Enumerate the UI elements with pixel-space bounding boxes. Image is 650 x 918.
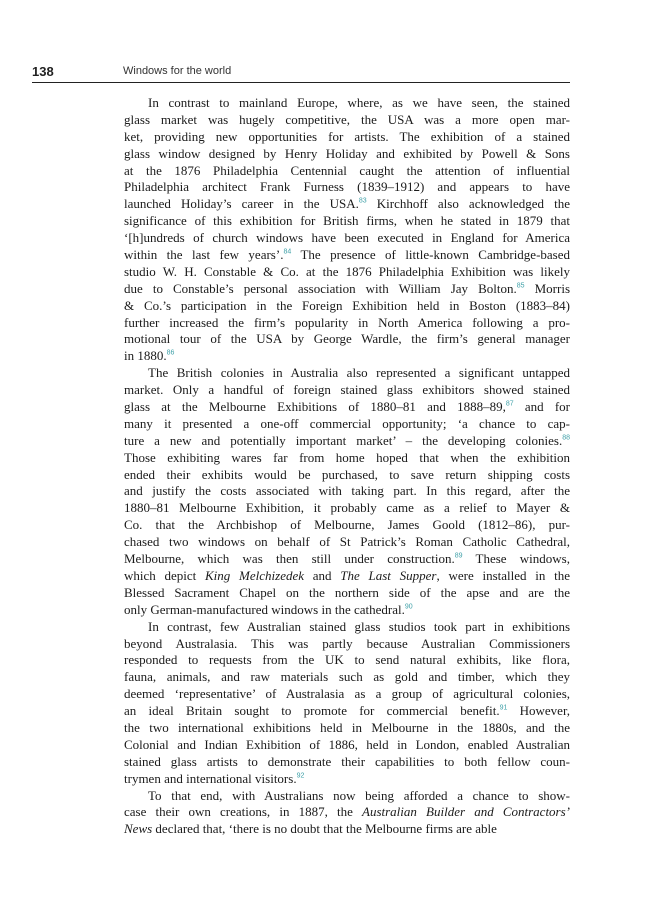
text-line <box>124 230 570 247</box>
italic-title: King Melchizedek <box>205 567 304 583</box>
text-line <box>124 146 570 163</box>
text-line <box>124 331 570 348</box>
text-line <box>124 264 570 281</box>
text-line <box>124 636 570 653</box>
text-run: Those exhibiting wares far from home hoped that when the exhibition <box>124 449 570 465</box>
footnote-marker[interactable]: 87 <box>505 400 514 408</box>
text-line <box>124 298 570 315</box>
text-run: Blessed Sacrament Chapel on the northern side of the apse and are the <box>124 584 570 600</box>
text-run: ture a new and potentially important market’ – the developing colonies. <box>124 432 563 448</box>
text-line <box>124 737 570 754</box>
footnote-marker[interactable]: 89 <box>454 552 463 560</box>
text-line <box>124 213 570 230</box>
text-run: many it presented a one-off commercial opportunity; ‘a chance to cap- <box>124 415 570 431</box>
text-run: Co. that the Archbishop of Melbourne, James Goold (1812–86), pur- <box>124 517 570 533</box>
text-run: Philadelphia architect Frank Furness (1839–1912) and appears to have <box>124 179 570 195</box>
text-line <box>124 382 570 399</box>
text-run: in 1880. <box>124 348 167 364</box>
text-line <box>124 365 570 382</box>
footnote-marker[interactable]: 83 <box>358 198 367 206</box>
text-run: declared that, ‘there is no doubt that the Melbourne firms are able <box>152 821 497 837</box>
footnote-marker[interactable]: 84 <box>283 248 292 256</box>
text-run: only German-manufactured windows in the cathedral. <box>124 601 405 617</box>
text-run: beyond Australasia. This was partly because Australian Commissioners <box>124 635 570 651</box>
text-line <box>124 534 570 551</box>
text-run: studio W. H. Constable & Co. at the 1876 Philadelphia Exhibition was likely <box>124 263 570 279</box>
text-run: ended their exhibits would be purchased, to save return shipping costs <box>124 466 570 482</box>
text-run: In contrast to mainland Europe, where, as we have seen, the stained <box>148 95 570 110</box>
text-run: However, <box>507 703 570 719</box>
text-line <box>124 652 570 669</box>
text-run: responded to requests from the UK to send natural exhibits, like flora, <box>124 652 570 668</box>
text-run: The presence of little-known Cambridge-based <box>291 247 571 263</box>
text-run: stained glass artists to demonstrate their capabilities to both fellow coun- <box>124 753 570 769</box>
text-run: glass market was hugely competitive, the USA was a more open mar- <box>124 111 570 127</box>
text-run: significance of this exhibition for British firms, when he stated in 1879 that <box>124 213 570 229</box>
paragraph <box>124 365 570 618</box>
italic-title: News <box>124 821 153 837</box>
text-line <box>124 517 570 534</box>
text-line <box>124 196 570 213</box>
text-run: & Co.’s participation in the Foreign Exhibition held in Boston (1883–84) <box>124 297 570 313</box>
text-run: market. Only a handful of foreign stained glass exhibitors showed stained <box>124 382 570 398</box>
text-run: an ideal Britain sought to promote for commercial benefit. <box>124 703 500 719</box>
text-run: In contrast, few Australian stained glass studios took part in exhibitions <box>148 618 570 634</box>
text-line <box>124 771 570 788</box>
text-line <box>124 315 570 332</box>
paragraph <box>124 95 570 365</box>
text-run: chased two windows on behalf of St Patrick’s Roman Catholic Cathedral, <box>124 534 570 550</box>
text-run: deemed ‘representative’ of Australasia as a group of agricultural colonies, <box>124 686 570 702</box>
footnote-marker[interactable]: 85 <box>516 282 525 290</box>
footnote-marker[interactable]: 90 <box>404 603 413 611</box>
text-run: launched Holiday’s career in the USA. <box>124 196 359 212</box>
text-line <box>124 433 570 450</box>
text-line <box>124 467 570 484</box>
text-line <box>124 720 570 737</box>
text-line <box>124 179 570 196</box>
text-run: fauna, animals, and raw materials such as gold and timber, which they <box>124 669 570 685</box>
italic-title: The Last Supper <box>340 567 437 583</box>
text-run: Colonial and Indian Exhibition of 1886, held in London, enabled Australian <box>124 736 570 752</box>
footnote-marker[interactable]: 91 <box>499 704 508 712</box>
body-text <box>124 95 570 838</box>
text-run: The British colonies in Australia also represented a significant untapped <box>148 365 570 381</box>
text-run: glass window designed by Henry Holiday and exhibited by Powell & Sons <box>124 145 570 161</box>
text-run: and for <box>513 399 570 415</box>
text-line <box>124 95 570 112</box>
text-line <box>124 483 570 500</box>
text-line <box>124 247 570 264</box>
paragraph <box>124 619 570 788</box>
text-run: the two international exhibitions held in Melbourne in the 1880s, and the <box>124 719 570 735</box>
text-run: trymen and international visitors. <box>124 770 297 786</box>
text-run: 1880–81 Melbourne Exhibition, it probably came as a relief to Mayer & <box>124 500 570 516</box>
text-line <box>124 163 570 180</box>
text-line <box>124 348 570 365</box>
text-run: To that end, with Australians now being afforded a chance to show- <box>148 787 570 803</box>
text-run: at the 1876 Philadelphia Centennial caught the attention of influential <box>124 162 570 178</box>
text-run: which depict <box>124 567 206 583</box>
text-line <box>124 821 570 838</box>
text-line <box>124 804 570 821</box>
text-run: ket, providing new opportunities for artists. The exhibition of a stained <box>124 128 570 144</box>
text-line <box>124 568 570 585</box>
italic-title: Australian Builder and Contractors’ <box>362 804 571 820</box>
text-line <box>124 551 570 568</box>
text-run: Morris <box>524 280 571 296</box>
page-number: 138 <box>32 64 54 79</box>
text-line <box>124 602 570 619</box>
text-run: and justify the costs associated with taking part. In this regard, after the <box>124 483 570 499</box>
text-line <box>124 619 570 636</box>
text-line <box>124 112 570 129</box>
text-run: case their own creations, in 1887, the <box>124 804 363 820</box>
text-line <box>124 669 570 686</box>
text-run: motional tour of the USA by George Wardle, the firm’s general manager <box>124 331 570 347</box>
text-line <box>124 703 570 720</box>
text-run: and <box>304 567 341 583</box>
text-run: ‘[h]undreds of church windows have been executed in England for America <box>124 230 570 246</box>
text-line <box>124 450 570 467</box>
text-line <box>124 129 570 146</box>
text-run: further increased the firm’s popularity in North America following a pro- <box>124 314 570 330</box>
text-line <box>124 585 570 602</box>
text-run: These windows, <box>462 551 570 567</box>
text-line <box>124 686 570 703</box>
text-run: due to Constable’s personal association with William Jay Bolton. <box>124 280 517 296</box>
text-run: Kirchhoff also acknowledged the <box>366 196 570 212</box>
text-line <box>124 416 570 433</box>
text-line <box>124 788 570 805</box>
running-header <box>32 62 570 83</box>
text-line <box>124 399 570 416</box>
text-run: within the last few years’. <box>124 247 284 263</box>
text-run: , were installed in the <box>436 567 570 583</box>
text-line <box>124 754 570 771</box>
running-head-title: Windows for the world <box>123 65 232 77</box>
paragraph <box>124 788 570 839</box>
footnote-marker[interactable]: 86 <box>166 350 175 358</box>
text-line <box>124 281 570 298</box>
footnote-marker[interactable]: 88 <box>562 434 570 442</box>
footnote-marker[interactable]: 92 <box>296 772 305 780</box>
text-line <box>124 500 570 517</box>
text-run: glass at the Melbourne Exhibitions of 1880–81 and 1888–89, <box>124 399 506 415</box>
text-run: Melbourne, which was then still under construction. <box>124 551 455 567</box>
